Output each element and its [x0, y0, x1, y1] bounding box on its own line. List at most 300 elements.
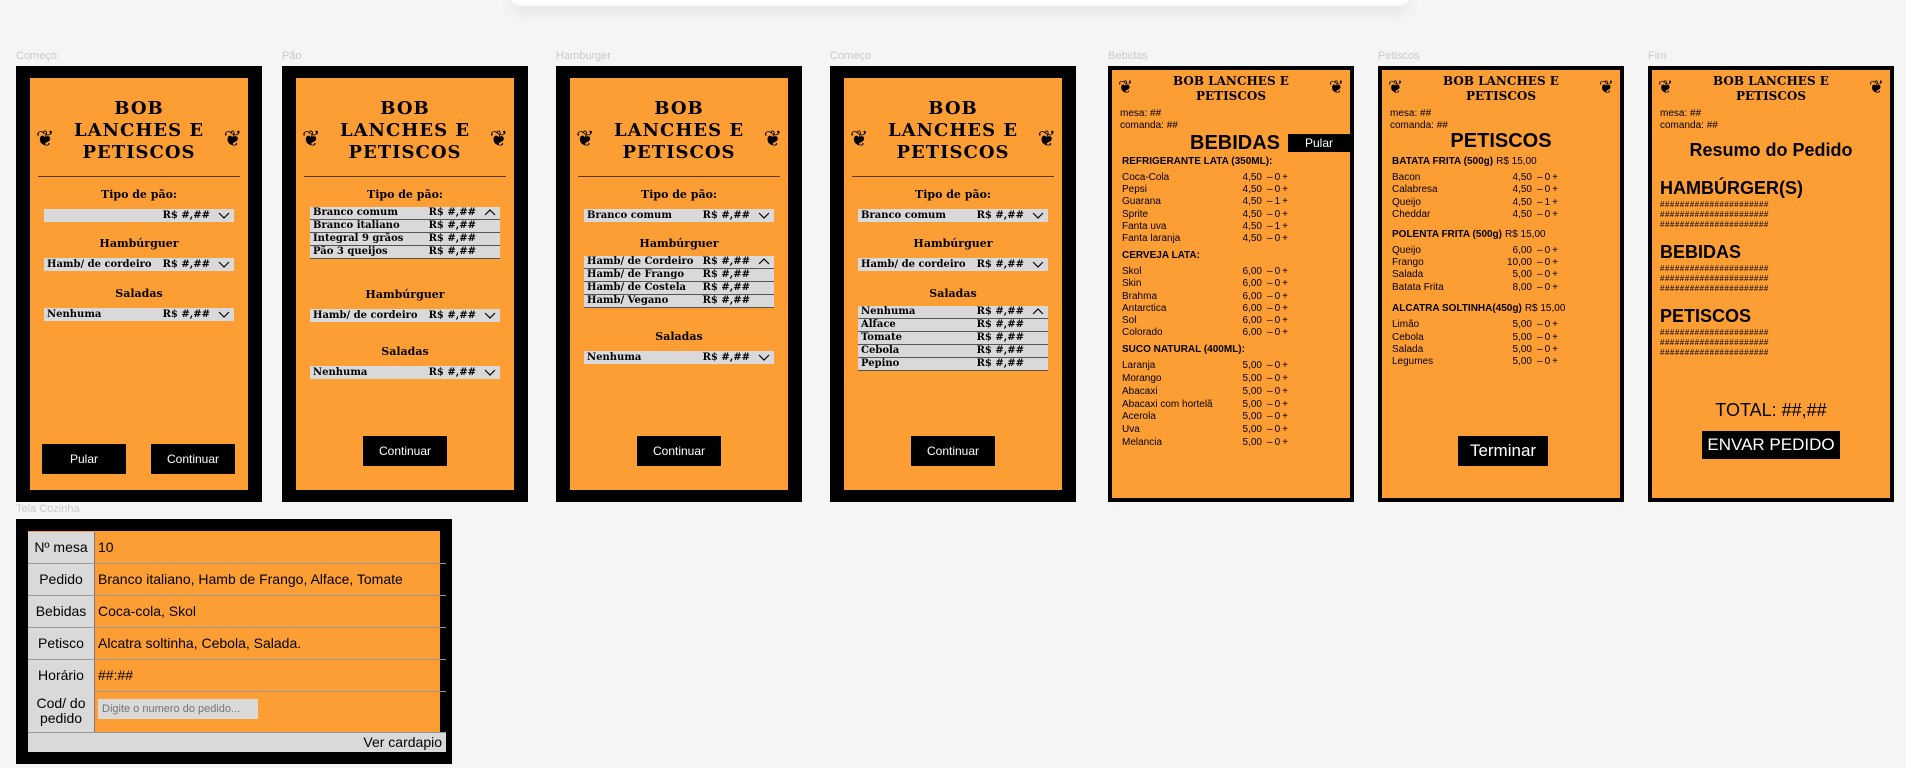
item-price: 5,00 — [1242, 411, 1262, 423]
item-name: Skin — [1122, 278, 1142, 290]
ornament-icon: ❦ — [1118, 77, 1134, 97]
menu-item — [1392, 208, 1610, 221]
row-value: ##:## — [98, 667, 134, 683]
quantity-value: 0 — [1274, 385, 1281, 397]
page-title: BEBIDAS — [1190, 132, 1281, 154]
chevron-down-icon — [217, 258, 231, 271]
continue-button[interactable]: Continuar — [151, 444, 235, 474]
item-price: 4,50 — [1242, 233, 1262, 244]
list-item[interactable]: Alface R$ #,## — [858, 319, 1048, 332]
item-price: 4,50 — [1242, 208, 1262, 220]
plus-icon[interactable]: + — [1282, 302, 1288, 314]
minus-icon[interactable]: – — [1267, 327, 1273, 339]
mesa-label: mesa: ## — [1120, 108, 1162, 119]
plus-icon[interactable]: + — [1552, 344, 1558, 355]
frame-label: Hamburger — [556, 50, 612, 62]
quantity-stepper[interactable] — [1267, 208, 1288, 221]
menu-item — [1392, 281, 1610, 294]
plus-icon[interactable]: + — [1282, 172, 1288, 183]
minus-icon[interactable]: – — [1267, 423, 1273, 435]
quantity-stepper[interactable] — [1537, 343, 1558, 356]
quantity-value: 0 — [1544, 319, 1551, 331]
minus-icon[interactable]: – — [1267, 278, 1273, 290]
summary-bebidas-heading: BEBIDAS — [1660, 242, 1742, 262]
plus-icon[interactable]: + — [1282, 373, 1288, 385]
quantity-stepper[interactable] — [1267, 423, 1288, 436]
category-name: ALCATRA SOLTINHA(450g) — [1392, 303, 1522, 315]
plus-icon[interactable]: + — [1282, 398, 1288, 410]
quantity-value: 0 — [1274, 411, 1281, 423]
pao-select[interactable]: Branco comum R$ #,## — [584, 209, 774, 222]
brand-title: BOB LANCHES E PETISCOS — [1173, 74, 1289, 103]
cod-label: Cod/ do pedido — [28, 690, 95, 732]
minus-icon[interactable]: – — [1267, 196, 1273, 208]
quantity-stepper[interactable] — [1537, 268, 1558, 281]
plus-icon[interactable]: + — [1282, 315, 1288, 326]
item-name: Laranja — [1122, 360, 1156, 372]
minus-icon[interactable]: – — [1537, 319, 1543, 331]
frame-body — [570, 78, 788, 490]
quantity-value: 0 — [1274, 373, 1281, 385]
menu-item — [1122, 208, 1340, 221]
salada-select[interactable]: Nenhuma R$ #,## — [310, 366, 500, 379]
brand-title: BOB LANCHES E PETISCOS — [613, 98, 745, 163]
menu-item — [1122, 277, 1340, 290]
skip-button[interactable]: Pular — [42, 444, 126, 474]
category-name: BATATA FRITA (500g) — [1392, 156, 1494, 167]
quantity-value: 0 — [1544, 269, 1551, 281]
item-name: Fanta uva — [1122, 220, 1167, 232]
minus-icon[interactable]: – — [1267, 290, 1273, 302]
comanda-label: comanda: ## — [1120, 120, 1178, 131]
quantity-stepper[interactable] — [1537, 355, 1558, 368]
minus-icon[interactable]: – — [1537, 172, 1543, 183]
plus-icon[interactable]: + — [1552, 281, 1558, 293]
quantity-stepper[interactable] — [1267, 265, 1288, 278]
plus-icon[interactable]: + — [1282, 266, 1288, 278]
minus-icon[interactable]: – — [1537, 356, 1543, 368]
chevron-down-icon — [483, 309, 497, 322]
frame-body — [844, 78, 1062, 490]
frame-body — [296, 78, 514, 490]
item-name: Colorado — [1122, 327, 1163, 339]
minus-icon[interactable]: – — [1267, 184, 1273, 196]
brand-title: BOB LANCHES E PETISCOS — [887, 98, 1019, 163]
ornament-icon: ❦ — [489, 126, 508, 151]
quantity-stepper[interactable] — [1267, 398, 1288, 411]
section-pao-label: Tipo de pão: — [367, 188, 443, 201]
list-item[interactable]: Hamb/ de Costela R$ #,## — [584, 282, 774, 295]
frame-cozinha — [16, 519, 452, 764]
plus-icon[interactable]: + — [1282, 208, 1288, 220]
item-price: 5,00 — [1242, 373, 1262, 385]
hamburguer-select[interactable]: Hamb/ de cordeiro R$ #,## — [310, 309, 500, 322]
item-price: 6,00 — [1512, 244, 1532, 256]
quantity-stepper[interactable] — [1537, 183, 1558, 196]
category-title — [1122, 250, 1200, 261]
section-hamburguer-label: Hambúrguer — [365, 288, 445, 301]
section-hamburguer-label: Hambúrguer — [639, 237, 719, 250]
item-name: Uva — [1122, 423, 1140, 435]
hamburguer-select[interactable]: Hamb/ de cordeiro R$ #,## — [44, 258, 234, 271]
item-name: Cheddar — [1392, 209, 1431, 221]
list-item[interactable]: Pepino R$ #,## — [858, 358, 1048, 371]
item-price: 6,00 — [1242, 315, 1262, 326]
section-pao-label: Tipo de pão: — [101, 188, 177, 201]
quantity-value: 0 — [1544, 331, 1551, 343]
ornament-icon: ❦ — [1328, 77, 1344, 97]
item-name: Sprite — [1122, 208, 1149, 220]
minus-icon[interactable]: – — [1537, 331, 1543, 343]
menu-item — [1122, 183, 1340, 196]
skip-button[interactable]: Pular — [1288, 134, 1350, 152]
quantity-stepper[interactable] — [1267, 277, 1288, 290]
row-value: Coca-cola, Skol — [98, 603, 197, 619]
item-name: Fanta laranja — [1122, 233, 1181, 244]
category-price: R$ 15,00 — [1505, 228, 1546, 240]
minus-icon[interactable]: – — [1267, 172, 1273, 183]
minus-icon[interactable]: – — [1537, 344, 1543, 355]
minus-icon[interactable]: – — [1537, 196, 1543, 208]
minus-icon[interactable]: – — [1267, 385, 1273, 397]
quantity-value: 1 — [1544, 196, 1551, 208]
list-item[interactable]: Hamb/ de Frango R$ #,## — [584, 269, 774, 282]
minus-icon[interactable]: – — [1267, 373, 1273, 385]
item-name: Cebola — [1392, 331, 1424, 343]
plus-icon[interactable]: + — [1552, 319, 1558, 331]
minus-icon[interactable]: – — [1267, 398, 1273, 410]
quantity-value: 0 — [1544, 257, 1551, 268]
quantity-stepper[interactable] — [1267, 372, 1288, 385]
row-label: Nº mesa — [28, 532, 95, 563]
plus-icon[interactable]: + — [1282, 360, 1288, 372]
chevron-down-icon — [483, 366, 497, 379]
table-row — [28, 690, 446, 733]
table-row — [28, 532, 446, 564]
plus-icon[interactable]: + — [1282, 411, 1288, 423]
quantity-stepper[interactable] — [1267, 302, 1288, 315]
quantity-value: 0 — [1274, 315, 1281, 326]
item-price: 4,50 — [1242, 220, 1262, 232]
chevron-down-icon — [757, 351, 771, 364]
plus-icon[interactable]: + — [1552, 172, 1558, 183]
list-item[interactable]: Cebola R$ #,## — [858, 345, 1048, 358]
ornament-icon: ❦ — [223, 126, 242, 151]
minus-icon[interactable]: – — [1267, 208, 1273, 220]
continue-button[interactable]: Continuar — [637, 436, 721, 466]
item-price: 4,50 — [1512, 209, 1532, 221]
quantity-value: 0 — [1274, 184, 1281, 196]
quantity-value: 0 — [1274, 172, 1281, 183]
salada-dropdown-list — [858, 306, 1048, 371]
quantity-stepper[interactable] — [1537, 244, 1558, 257]
item-name: Queijo — [1392, 196, 1421, 208]
minus-icon[interactable]: – — [1537, 281, 1543, 293]
comanda-label: comanda: ## — [1390, 120, 1448, 131]
category-name: POLENTA FRITA (500g) — [1392, 228, 1502, 240]
plus-icon[interactable]: + — [1552, 209, 1558, 221]
summary-placeholder: ###################### ###################### ###################### — [1660, 200, 1769, 229]
plus-icon[interactable]: + — [1552, 184, 1558, 196]
mesa-label: mesa: ## — [1390, 108, 1432, 119]
menu-item — [1392, 268, 1610, 281]
item-price: 5,00 — [1512, 269, 1532, 281]
plus-icon[interactable]: + — [1552, 257, 1558, 268]
frame-label: Fim — [1648, 50, 1667, 62]
quantity-stepper[interactable] — [1267, 290, 1288, 303]
item-price: 5,00 — [1512, 331, 1532, 343]
quantity-stepper[interactable] — [1267, 183, 1288, 196]
quantity-stepper[interactable] — [1267, 314, 1288, 327]
divider — [38, 176, 240, 177]
quantity-stepper[interactable] — [1267, 171, 1288, 184]
quantity-stepper[interactable] — [1537, 256, 1558, 269]
chevron-down-icon — [757, 209, 771, 222]
plus-icon[interactable]: + — [1552, 244, 1558, 256]
menu-item — [1122, 232, 1340, 245]
item-name: Antarctica — [1122, 302, 1167, 314]
frame-petiscos — [1378, 66, 1624, 502]
minus-icon[interactable]: – — [1267, 233, 1273, 244]
continue-button[interactable]: Continuar — [911, 436, 995, 466]
salada-select[interactable]: Nenhuma R$ #,## — [44, 308, 234, 321]
finish-button[interactable]: Terminar — [1458, 436, 1548, 466]
quantity-stepper[interactable] — [1537, 196, 1558, 209]
chevron-up-icon — [757, 256, 771, 268]
plus-icon[interactable]: + — [1282, 196, 1288, 208]
quantity-stepper[interactable] — [1537, 331, 1558, 344]
pao-select[interactable]: R$ #,## — [44, 209, 234, 222]
ornament-icon: ❦ — [1658, 77, 1674, 97]
total-label: TOTAL: ##,## — [1715, 400, 1827, 420]
plus-icon[interactable]: + — [1282, 436, 1288, 448]
plus-icon[interactable]: + — [1282, 184, 1288, 196]
brand-title: BOB LANCHES E PETISCOS — [1443, 74, 1559, 103]
list-item[interactable]: Hamb/ de Cordeiro R$ #,## — [584, 256, 774, 269]
plus-icon[interactable]: + — [1282, 327, 1288, 339]
menu-item — [1122, 372, 1340, 385]
quantity-stepper[interactable] — [1267, 326, 1288, 339]
quantity-stepper[interactable] — [1267, 359, 1288, 372]
frame-label: Começo — [830, 50, 871, 62]
minus-icon[interactable]: – — [1537, 244, 1543, 256]
brand-logo — [30, 88, 248, 168]
chevron-down-icon — [217, 308, 231, 321]
minus-icon[interactable]: – — [1537, 257, 1543, 268]
menu-item — [1122, 423, 1340, 436]
plus-icon[interactable]: + — [1552, 331, 1558, 343]
item-name: Morango — [1122, 373, 1162, 385]
quantity-value: 0 — [1274, 398, 1281, 410]
item-price: 4,50 — [1512, 184, 1532, 196]
continue-button[interactable]: Continuar — [363, 436, 447, 466]
table-row — [28, 628, 446, 660]
plus-icon[interactable]: + — [1282, 220, 1288, 232]
hamburguer-dropdown-list — [584, 256, 774, 308]
quantity-value: 0 — [1544, 184, 1551, 196]
plus-icon[interactable]: + — [1282, 278, 1288, 290]
quantity-value: 0 — [1274, 436, 1281, 448]
item-price: 5,00 — [1512, 356, 1532, 368]
item-price: 10,00 — [1506, 257, 1532, 268]
send-order-button[interactable]: ENVAR PEDIDO — [1702, 431, 1840, 459]
hamburguer-select[interactable]: Hamb/ de cordeiro R$ #,## — [858, 258, 1048, 271]
menu-item — [1122, 171, 1340, 184]
category-title — [1122, 156, 1272, 167]
menu-item — [1392, 318, 1610, 331]
quantity-stepper[interactable] — [1537, 318, 1558, 331]
category-name: SUCO NATURAL (400ML): — [1122, 344, 1245, 356]
frame-pao — [282, 66, 528, 502]
quantity-stepper[interactable] — [1537, 171, 1558, 184]
item-name: Legumes — [1392, 356, 1434, 368]
divider — [852, 176, 1054, 177]
ornament-icon: ❦ — [1598, 77, 1614, 97]
menu-item — [1122, 326, 1340, 339]
list-item[interactable]: Tomate R$ #,## — [858, 332, 1048, 345]
quantity-stepper[interactable] — [1267, 220, 1288, 233]
quantity-value: 0 — [1274, 290, 1281, 302]
brand-header — [1382, 70, 1620, 110]
quantity-value: 1 — [1274, 196, 1281, 208]
summary-placeholder: ###################### ###################### ###################### — [1660, 328, 1769, 357]
menu-item — [1122, 220, 1340, 233]
item-price: 6,00 — [1242, 327, 1262, 339]
quantity-stepper[interactable] — [1267, 410, 1288, 423]
minus-icon[interactable]: – — [1267, 302, 1273, 314]
list-item[interactable]: Integral 9 grãos R$ #,## — [310, 233, 500, 246]
row-label: Petisco — [28, 628, 95, 659]
item-name: Queijo — [1392, 244, 1421, 256]
minus-icon[interactable]: – — [1537, 209, 1543, 221]
summary-petiscos-heading: PETISCOS — [1660, 306, 1752, 326]
menu-item — [1122, 314, 1340, 327]
quantity-value: 0 — [1274, 423, 1281, 435]
minus-icon[interactable]: – — [1267, 315, 1273, 326]
item-price: 4,50 — [1512, 172, 1532, 183]
brand-logo — [844, 88, 1062, 168]
quantity-stepper[interactable] — [1537, 281, 1558, 294]
quantity-stepper[interactable] — [1537, 208, 1558, 221]
quantity-value: 0 — [1274, 327, 1281, 339]
minus-icon[interactable]: – — [1537, 184, 1543, 196]
plus-icon[interactable]: + — [1282, 423, 1288, 435]
frame-body — [1112, 70, 1350, 498]
minus-icon[interactable]: – — [1267, 220, 1273, 232]
list-item[interactable]: Branco comum R$ #,## — [310, 207, 500, 220]
divider — [578, 176, 780, 177]
category-name: CERVEJA LATA: — [1122, 250, 1200, 262]
quantity-value: 0 — [1544, 281, 1551, 293]
item-price: 6,00 — [1242, 278, 1262, 290]
row-value: Alcatra soltinha, Cebola, Salada. — [98, 635, 302, 651]
item-name: Skol — [1122, 266, 1142, 278]
minus-icon[interactable]: – — [1267, 360, 1273, 372]
ornament-icon: ❦ — [302, 126, 321, 151]
item-price: 6,00 — [1242, 290, 1262, 302]
plus-icon[interactable]: + — [1282, 385, 1288, 397]
canvas-toolbar — [510, 0, 1410, 6]
ornament-icon: ❦ — [850, 126, 869, 151]
brand-title: BOB LANCHES E PETISCOS — [1713, 74, 1829, 103]
pao-select[interactable]: Branco comum R$ #,## — [858, 209, 1048, 222]
quantity-stepper[interactable] — [1267, 195, 1288, 208]
pao-dropdown-list — [310, 207, 500, 259]
item-price: 4,50 — [1242, 196, 1262, 208]
list-item[interactable]: Pão 3 queijos R$ #,## — [310, 246, 500, 259]
plus-icon[interactable]: + — [1282, 233, 1288, 244]
menu-item — [1122, 359, 1340, 372]
frame-label: Bebidas — [1108, 50, 1148, 62]
category-name: REFRIGERANTE LATA (350ML): — [1122, 156, 1273, 167]
plus-icon[interactable]: + — [1552, 269, 1558, 281]
item-name: Batata Frita — [1392, 281, 1444, 293]
row-value: Branco italiano, Hamb de Frango, Alface, Tomate — [98, 571, 403, 587]
ornament-icon: ❦ — [36, 126, 55, 151]
plus-icon[interactable]: + — [1552, 196, 1558, 208]
quantity-value: 0 — [1274, 266, 1281, 278]
section-saladas-label: Saladas — [929, 287, 977, 300]
minus-icon[interactable]: – — [1267, 266, 1273, 278]
item-price: 5,00 — [1242, 398, 1262, 410]
frame-label: Pão — [282, 50, 302, 62]
plus-icon[interactable]: + — [1282, 290, 1288, 302]
quantity-value: 1 — [1274, 220, 1281, 232]
order-code-input[interactable] — [98, 699, 258, 719]
item-name: Abacaxi — [1122, 385, 1158, 397]
menu-item — [1392, 355, 1610, 368]
item-price: 6,00 — [1242, 266, 1262, 278]
plus-icon[interactable]: + — [1552, 356, 1558, 368]
table-row — [28, 596, 446, 628]
list-item[interactable]: Nenhuma R$ #,## — [858, 306, 1048, 319]
row-label: Pedido — [28, 564, 95, 595]
summary-hamburguer-heading: HAMBÚRGER(S) — [1660, 178, 1803, 198]
brand-logo — [296, 88, 514, 168]
view-menu-link[interactable]: Ver cardapio — [363, 734, 442, 750]
table-row — [28, 660, 446, 692]
item-name: Limão — [1392, 319, 1420, 331]
menu-item — [1122, 290, 1340, 303]
chevron-down-icon — [1031, 209, 1045, 222]
quantity-stepper[interactable] — [1267, 436, 1288, 449]
chevron-up-icon — [483, 207, 497, 219]
frame-hamburger — [556, 66, 802, 502]
item-name: Acerola — [1122, 411, 1156, 423]
row-label: Bebidas — [28, 596, 95, 627]
row-label: Horário — [28, 660, 95, 691]
quantity-stepper[interactable] — [1267, 385, 1288, 398]
list-item[interactable]: Branco italiano R$ #,## — [310, 220, 500, 233]
menu-item — [1392, 244, 1610, 257]
quantity-value: 0 — [1274, 208, 1281, 220]
quantity-stepper[interactable] — [1267, 232, 1288, 245]
chevron-down-icon — [1031, 258, 1045, 271]
frame-body — [1382, 70, 1620, 498]
salada-select[interactable]: Nenhuma R$ #,## — [584, 351, 774, 364]
minus-icon[interactable]: – — [1537, 269, 1543, 281]
summary-placeholder: ###################### ###################### ###################### — [1660, 264, 1769, 293]
chevron-up-icon — [1031, 306, 1045, 318]
item-price: 4,50 — [1512, 196, 1532, 208]
frame-label: Petiscos — [1378, 50, 1420, 62]
list-item[interactable]: Hamb/ Vegano R$ #,## — [584, 295, 774, 308]
minus-icon[interactable]: – — [1267, 411, 1273, 423]
page-title: PETISCOS — [1450, 130, 1552, 152]
menu-item — [1392, 196, 1610, 209]
minus-icon[interactable]: – — [1267, 436, 1273, 448]
category-title — [1392, 229, 1546, 240]
